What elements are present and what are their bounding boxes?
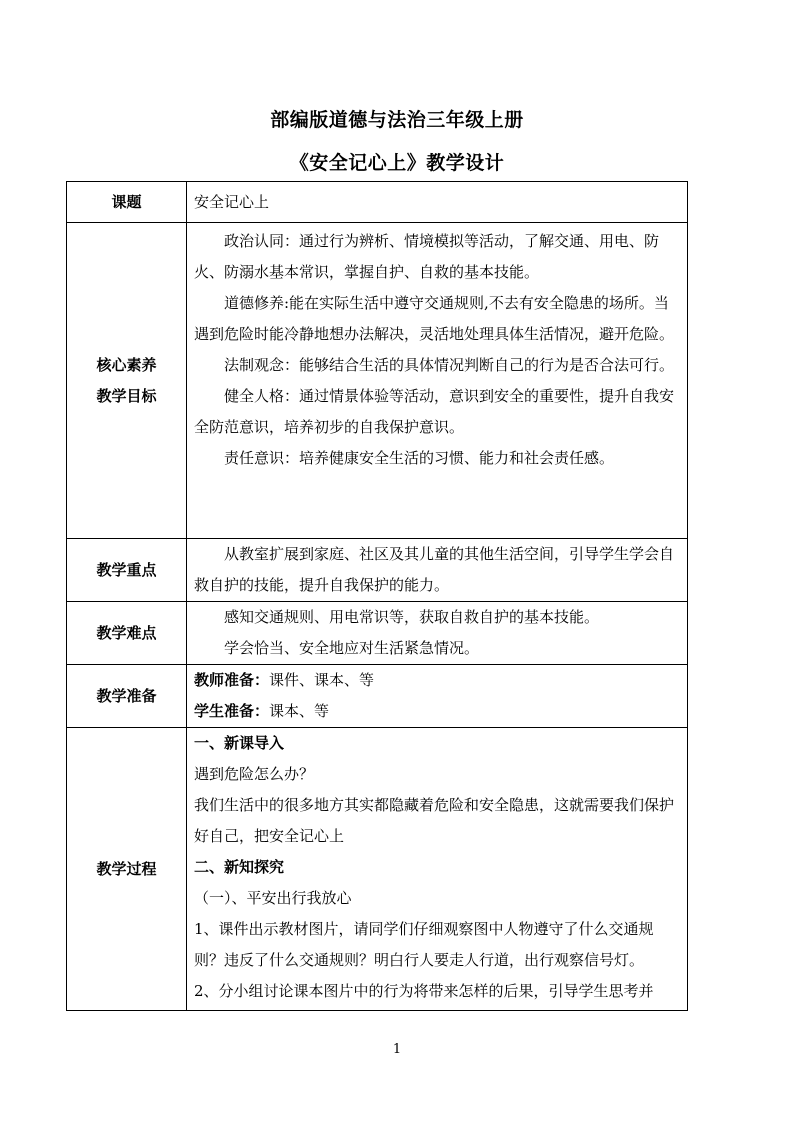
table-row-key-points bbox=[67, 539, 688, 602]
table-row-topic bbox=[67, 182, 688, 223]
lesson-plan-table bbox=[66, 181, 688, 1011]
table-row-process bbox=[67, 728, 688, 1011]
teacher-preparation bbox=[194, 665, 681, 696]
table-row-preparation bbox=[67, 665, 688, 728]
process-subheading: （一）、平安出行我放心 bbox=[194, 889, 352, 907]
label-difficulties: 教学难点 bbox=[67, 602, 187, 665]
goal-paragraph: 法制观念：能够结合生活的具体情况判断自己的行为是否合法可行。 bbox=[224, 356, 675, 374]
document-title: 部编版道德与法治三年级上册 bbox=[270, 109, 524, 131]
goal-paragraph: 政治认同：通过行为辨析、情境模拟等活动，了解交通、用电、防火、防溺水基本常识，掌握自护、自救的基本技能。 bbox=[194, 232, 660, 281]
student-preparation-label: 学生准备： bbox=[194, 702, 270, 720]
label-topic: 课题 bbox=[67, 182, 187, 223]
process-line: 遇到危险怎么办？ bbox=[194, 765, 315, 783]
goal-paragraph: 健全人格：通过情景体验等活动，意识到安全的重要性，提升自我安全防范意识，培养初步的自我保护意识。 bbox=[194, 387, 675, 436]
topic-value: 安全记心上 bbox=[187, 182, 688, 223]
goal-paragraph: 责任意识：培养健康安全生活的习惯、能力和社会责任感。 bbox=[224, 449, 615, 467]
label-process: 教学过程 bbox=[67, 728, 187, 1011]
student-preparation-value: 课本、等 bbox=[269, 702, 330, 720]
process-item: 2、分小组讨论课本图片中的行为将带来怎样的后果，引导学生思考并 bbox=[194, 982, 654, 1000]
difficulty-line: 学会恰当、安全地应对生活紧急情况。 bbox=[224, 639, 480, 657]
document-subtitle: 《安全记心上》教学设计 bbox=[289, 152, 505, 174]
process-content bbox=[187, 728, 688, 1011]
page-number: 1 bbox=[392, 1042, 402, 1057]
teacher-preparation-value: 课件、课本、等 bbox=[269, 671, 375, 689]
label-goals-line2: 教学目标 bbox=[96, 386, 157, 405]
process-section-heading: 二、新知探究 bbox=[194, 858, 285, 876]
key-points-content bbox=[187, 539, 688, 602]
student-preparation bbox=[194, 696, 681, 727]
process-line: 我们生活中的很多地方其实都隐藏着危险和安全隐患，这就需要我们保护好自己，把安全记心上 bbox=[194, 796, 675, 845]
key-points-text: 从教室扩展到家庭、社区及其儿童的其他生活空间，引导学生学会自救自护的技能，提升自我保护的能力。 bbox=[194, 545, 675, 594]
label-goals-line1: 核心素养 bbox=[96, 355, 157, 374]
process-item: 1、课件出示教材图片，请同学们仔细观察图中人物遵守了什么交通规则？违反了什么交通规则？明白行人要走人行道，出行观察信号灯。 bbox=[194, 920, 654, 969]
process-clip bbox=[194, 728, 681, 1009]
process-section-heading: 一、新课导入 bbox=[194, 734, 285, 752]
table-row-difficulties bbox=[67, 602, 688, 665]
label-goals bbox=[67, 223, 187, 539]
goal-paragraph: 道德修养:能在实际生活中遵守交通规则,不去有安全隐患的场所。当遇到危险时能冷静地想办法解决，灵活地处理具体生活情况，避开危险。 bbox=[194, 294, 675, 343]
teacher-preparation-label: 教师准备： bbox=[194, 671, 270, 689]
label-preparation: 教学准备 bbox=[67, 665, 187, 728]
preparation-content bbox=[187, 665, 688, 728]
label-key-points: 教学重点 bbox=[67, 539, 187, 602]
table-row-goals bbox=[67, 223, 688, 539]
difficulties-content bbox=[187, 602, 688, 665]
goals-content bbox=[187, 223, 688, 539]
difficulty-line: 感知交通规则、用电常识等，获取自救自护的基本技能。 bbox=[224, 608, 600, 626]
